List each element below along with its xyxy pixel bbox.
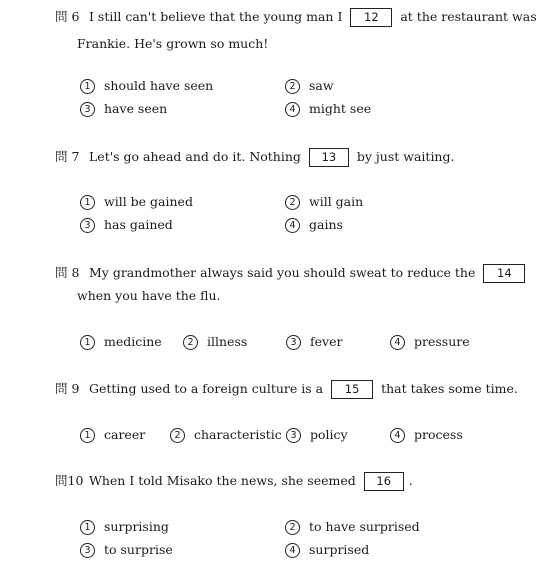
option-text: medicine <box>104 334 162 349</box>
option-text: will gain <box>309 194 364 209</box>
circled-number: 3 <box>286 335 301 350</box>
option-8-1[interactable] <box>80 333 162 351</box>
option-9-1[interactable] <box>80 426 145 444</box>
circled-number: 2 <box>170 428 185 443</box>
circled-number: 4 <box>285 102 300 117</box>
circled-number: 3 <box>80 543 95 558</box>
option-7-2[interactable] <box>285 193 363 211</box>
option-text: gains <box>309 217 343 232</box>
circled-number: 2 <box>183 335 198 350</box>
option-text: saw <box>309 78 334 93</box>
question-number: 問10 <box>55 473 84 488</box>
option-9-2[interactable] <box>170 426 282 444</box>
circled-number: 2 <box>285 79 300 94</box>
question-8-line1 <box>55 264 529 283</box>
answer-blank-12[interactable]: 12 <box>350 8 392 27</box>
option-10-2[interactable] <box>285 518 420 536</box>
option-6-3[interactable] <box>80 100 167 118</box>
option-text: pressure <box>414 334 470 349</box>
option-text: has gained <box>104 217 173 232</box>
option-text: process <box>414 427 463 442</box>
option-10-3[interactable] <box>80 541 173 559</box>
option-text: have seen <box>104 101 168 116</box>
question-text: that takes some time. <box>381 381 518 396</box>
option-9-3[interactable] <box>286 426 348 444</box>
option-text: fever <box>310 334 343 349</box>
option-6-1[interactable] <box>80 77 213 95</box>
circled-number: 1 <box>80 335 95 350</box>
circled-number: 3 <box>286 428 301 443</box>
question-8-line2: when you have the flu. <box>77 288 221 303</box>
option-text: characteristic <box>194 427 282 442</box>
answer-blank-15[interactable]: 15 <box>331 380 373 399</box>
circled-number: 2 <box>285 520 300 535</box>
circled-number: 4 <box>390 428 405 443</box>
option-text: career <box>104 427 146 442</box>
option-8-4[interactable] <box>390 333 470 351</box>
option-8-3[interactable] <box>286 333 342 351</box>
option-text: will be gained <box>104 194 193 209</box>
option-text: should have seen <box>104 78 214 93</box>
answer-blank-13[interactable]: 13 <box>309 148 349 167</box>
option-text: surprising <box>104 519 169 534</box>
question-text: When I told Misako the news, she seemed <box>89 473 356 488</box>
option-text: illness <box>207 334 248 349</box>
question-text: I still can't believe that the young man I <box>89 9 343 24</box>
circled-number: 1 <box>80 520 95 535</box>
option-text: to surprise <box>104 542 173 557</box>
circled-number: 1 <box>80 195 95 210</box>
option-text: surprised <box>309 542 370 557</box>
circled-number: 3 <box>80 102 95 117</box>
question-7-line1 <box>55 148 454 167</box>
circled-number: 4 <box>285 218 300 233</box>
circled-number: 1 <box>80 428 95 443</box>
option-7-4[interactable] <box>285 216 343 234</box>
question-6-line2: Frankie. He's grown so much! <box>77 36 269 51</box>
question-text: Getting used to a foreign culture is a <box>89 381 324 396</box>
question-text: Let's go ahead and do it. Nothing <box>89 149 301 164</box>
circled-number: 2 <box>285 195 300 210</box>
option-7-1[interactable] <box>80 193 193 211</box>
question-number: 問 9 <box>55 381 80 396</box>
question-text: . <box>408 473 413 488</box>
option-text: to have surprised <box>309 519 420 534</box>
answer-blank-16[interactable]: 16 <box>364 472 404 491</box>
question-text: My grandmother always said you should sweat to reduce the <box>89 265 476 280</box>
circled-number: 4 <box>285 543 300 558</box>
option-9-4[interactable] <box>390 426 463 444</box>
option-8-2[interactable] <box>183 333 247 351</box>
option-text: policy <box>310 427 348 442</box>
option-10-1[interactable] <box>80 518 169 536</box>
option-text: might see <box>309 101 372 116</box>
question-number: 問 8 <box>55 265 80 280</box>
question-text: by just waiting. <box>356 149 455 164</box>
circled-number: 1 <box>80 79 95 94</box>
answer-blank-14[interactable]: 14 <box>483 264 525 283</box>
question-number: 問 6 <box>55 9 80 24</box>
option-10-4[interactable] <box>285 541 369 559</box>
question-10-line1 <box>55 472 413 491</box>
circled-number: 4 <box>390 335 405 350</box>
question-text: at the restaurant was <box>400 9 537 24</box>
question-6-line1 <box>55 8 537 27</box>
option-6-2[interactable] <box>285 77 334 95</box>
circled-number: 3 <box>80 218 95 233</box>
question-9-line1 <box>55 380 518 399</box>
option-7-3[interactable] <box>80 216 173 234</box>
option-6-4[interactable] <box>285 100 371 118</box>
question-number: 問 7 <box>55 149 80 164</box>
